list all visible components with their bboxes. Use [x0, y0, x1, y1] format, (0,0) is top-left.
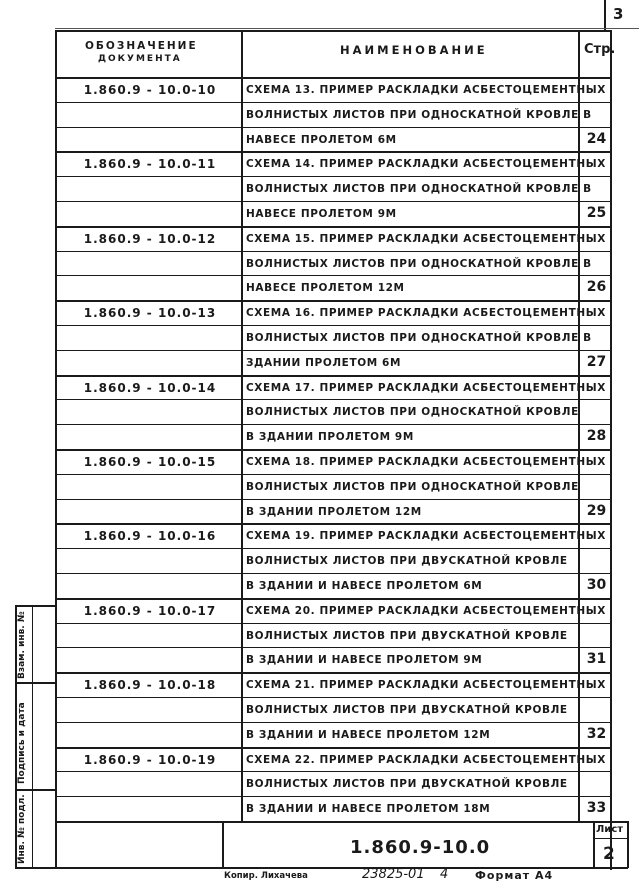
entry-name-line1: СХЕМА 16. ПРИМЕР РАСКЛАДКИ АСБЕСТОЦЕМЕНТНЫХ: [246, 307, 606, 320]
document-code: 1.860.9-10.0: [350, 837, 491, 858]
row-divider: [55, 275, 612, 276]
entry-name-line2: ВОЛНИСТЫХ ЛИСТОВ ПРИ ДВУСКАТНОЙ КРОВЛЕ: [246, 778, 568, 791]
entry-code: 1.860.9 - 10.0-19: [83, 752, 217, 767]
row-divider: [55, 176, 612, 177]
entry-name-line1: СХЕМА 20. ПРИМЕР РАСКЛАДКИ АСБЕСТОЦЕМЕНТНЫХ: [246, 604, 606, 617]
row-divider: [55, 523, 612, 525]
footer-format: Формат А4: [475, 869, 554, 882]
entry-page: 26: [586, 279, 607, 296]
row-divider: [55, 499, 612, 500]
entry-code: 1.860.9 - 10.0-11: [83, 157, 217, 172]
entry-code: 1.860.9 - 10.0-16: [83, 529, 217, 544]
entry-name-line2: ВОЛНИСТЫХ ЛИСТОВ ПРИ ОДНОСКАТНОЙ КРОВЛЕ В: [246, 332, 592, 344]
entry-name-line1: СХЕМА 14. ПРИМЕР РАСКЛАДКИ АСБЕСТОЦЕМЕНТНЫХ: [246, 158, 606, 171]
entry-name-line1: СХЕМА 19. ПРИМЕР РАСКЛАДКИ АСБЕСТОЦЕМЕНТНЫХ: [246, 530, 606, 543]
entry-code: 1.860.9 - 10.0-15: [83, 455, 217, 469]
stamp-signature-date: Подпись и дата: [17, 702, 27, 784]
row-divider: [55, 251, 612, 252]
footer-sheet-count: 4: [440, 867, 449, 882]
row-divider: [55, 375, 612, 377]
row-divider: [55, 747, 612, 749]
header-name: НАИМЕНОВАНИЕ: [340, 43, 488, 57]
row-divider: [55, 647, 612, 648]
entry-name-line3: В ЗДАНИИ И НАВЕСЕ ПРОЛЕТОМ 12М: [246, 728, 491, 741]
entry-page: 28: [586, 428, 607, 445]
entry-code: 1.860.9 - 10.0-10: [83, 83, 217, 97]
entry-page: 33: [586, 800, 607, 817]
entry-page: 32: [586, 725, 607, 742]
entry-page: 25: [586, 205, 607, 221]
stamp-inv-original: Инв. № подл.: [17, 794, 27, 864]
stamp-divider-2: [15, 789, 55, 791]
entry-name-line3: НАВЕСЕ ПРОЛЕТОМ 12М: [246, 282, 405, 295]
row-divider: [55, 449, 612, 451]
entry-name-line1: СХЕМА 18. ПРИМЕР РАСКЛАДКИ АСБЕСТОЦЕМЕНТНЫХ: [246, 456, 606, 468]
entry-name-line1: СХЕМА 22. ПРИМЕР РАСКЛАДКИ АСБЕСТОЦЕМЕНТНЫХ: [246, 753, 606, 766]
entry-page: 29: [586, 502, 607, 519]
stamp-replaced-inv: Взам. инв. №: [17, 611, 27, 679]
header-designation-line2: ДОКУМЕНТА: [98, 54, 182, 64]
row-divider: [55, 771, 612, 772]
entry-name-line2: ВОЛНИСТЫХ ЛИСТОВ ПРИ ОДНОСКАТНОЙ КРОВЛЕ: [246, 480, 579, 493]
sheet-cell-right-border: [627, 821, 629, 868]
entry-code: 1.860.9 - 10.0-18: [83, 678, 217, 693]
entry-name-line2: ВОЛНИСТЫХ ЛИСТОВ ПРИ ДВУСКАТНОЙ КРОВЛЕ: [246, 704, 568, 716]
row-divider: [55, 350, 612, 351]
entry-page: 24: [586, 130, 607, 147]
entry-code: 1.860.9 - 10.0-17: [83, 603, 217, 618]
row-divider: [55, 672, 612, 674]
row-divider: [55, 127, 612, 128]
entry-code: 1.860.9 - 10.0-13: [83, 306, 217, 321]
footer-order-number: 23825-01: [362, 867, 425, 882]
title-block-inner-divider: [222, 821, 224, 868]
row-divider: [55, 201, 612, 202]
entry-name-line3: ЗДАНИИ ПРОЛЕТОМ 6М: [246, 356, 402, 369]
entry-name-line2: ВОЛНИСТЫХ ЛИСТОВ ПРИ ОДНОСКАТНОЙ КРОВЛЕ: [246, 406, 579, 419]
footer-copied-by: Копир. Лихачева: [224, 871, 308, 881]
entry-page: 27: [586, 353, 607, 370]
column-divider-code-name: [241, 30, 243, 822]
row-divider: [55, 226, 612, 228]
entry-name-line2: ВОЛНИСТЫХ ЛИСТОВ ПРИ ДВУСКАТНОЙ КРОВЛЕ: [246, 629, 568, 642]
entry-name-line3: В ЗДАНИИ И НАВЕСЕ ПРОЛЕТОМ 9М: [246, 654, 483, 667]
stamp-divider-1: [15, 682, 55, 684]
entry-name-line3: В ЗДАНИИ ПРОЛЕТОМ 12М: [246, 505, 422, 518]
top-sheet-number: 3: [613, 5, 624, 23]
row-divider: [55, 697, 612, 698]
entry-code: 1.860.9 - 10.0-14: [83, 380, 217, 395]
row-divider: [55, 151, 612, 153]
entry-name-line1: СХЕМА 13. ПРИМЕР РАСКЛАДКИ АСБЕСТОЦЕМЕНТНЫХ: [246, 84, 606, 96]
entry-name-line2: ВОЛНИСТЫХ ЛИСТОВ ПРИ ОДНОСКАТНОЙ КРОВЛЕ В: [246, 257, 592, 270]
row-divider: [55, 722, 612, 723]
sheet-cell-left-border: [593, 821, 595, 868]
entry-name-line2: ВОЛНИСТЫХ ЛИСТОВ ПРИ ДВУСКАТНОЙ КРОВЛЕ: [246, 555, 568, 568]
row-divider: [55, 573, 612, 574]
row-divider: [55, 424, 612, 425]
entry-name-line3: НАВЕСЕ ПРОЛЕТОМ 9М: [246, 208, 397, 220]
header-bottom-border: [55, 77, 612, 79]
entry-name-line1: СХЕМА 21. ПРИМЕР РАСКЛАДКИ АСБЕСТОЦЕМЕНТНЫХ: [246, 679, 606, 692]
table-top-border: [55, 30, 612, 32]
top-box-bottom-border: [55, 28, 639, 29]
sheet-label-bottom-border: [593, 838, 628, 839]
stamp-top-border: [15, 605, 55, 607]
column-divider-name-page: [578, 30, 580, 822]
title-block-inner-top: [222, 821, 612, 823]
header-page: Стр.: [584, 42, 616, 57]
top-box-left-border: [604, 0, 606, 30]
entry-page: 30: [586, 577, 607, 593]
sheet-label: Лист: [596, 824, 624, 835]
row-divider: [55, 598, 612, 600]
entry-name-line2: ВОЛНИСТЫХ ЛИСТОВ ПРИ ОДНОСКАТНОЙ КРОВЛЕ В: [246, 108, 592, 121]
entry-name-line3: В ЗДАНИИ И НАВЕСЕ ПРОЛЕТОМ 6М: [246, 580, 483, 592]
stamp-inner-divider: [32, 605, 33, 868]
entry-name-line2: ВОЛНИСТЫХ ЛИСТОВ ПРИ ОДНОСКАТНОЙ КРОВЛЕ В: [246, 183, 592, 196]
row-divider: [55, 325, 612, 326]
entry-name-line3: НАВЕСЕ ПРОЛЕТОМ 6М: [246, 133, 397, 146]
row-divider: [55, 300, 612, 302]
entry-name-line3: В ЗДАНИИ И НАВЕСЕ ПРОЛЕТОМ 18М: [246, 803, 491, 816]
row-divider: [55, 548, 612, 549]
entry-name-line1: СХЕМА 15. ПРИМЕР РАСКЛАДКИ АСБЕСТОЦЕМЕНТНЫХ: [246, 232, 606, 245]
entry-page: 31: [586, 651, 607, 668]
entry-name-line1: СХЕМА 17. ПРИМЕР РАСКЛАДКИ АСБЕСТОЦЕМЕНТНЫХ: [246, 381, 606, 394]
entry-name-line3: В ЗДАНИИ ПРОЛЕТОМ 9М: [246, 431, 414, 444]
row-divider: [55, 102, 612, 103]
row-divider: [55, 399, 612, 400]
row-divider: [55, 796, 612, 797]
row-divider: [55, 623, 612, 624]
row-divider: [55, 474, 612, 475]
header-designation-line1: ОБОЗНАЧЕНИЕ: [85, 40, 198, 52]
entry-code: 1.860.9 - 10.0-12: [83, 231, 217, 246]
sheet-number: 2: [603, 844, 615, 864]
